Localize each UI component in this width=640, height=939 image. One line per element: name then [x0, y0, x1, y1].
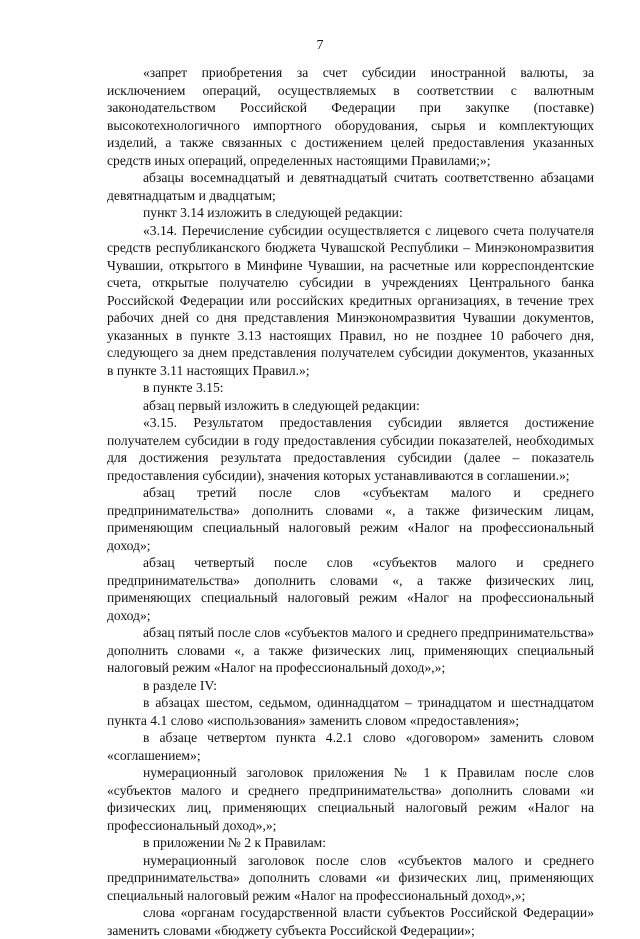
paragraph: слова «органам государственной власти субъектов Российской Федерации» заменить словами «бюджету субъекта Российской Федерации»; — [107, 905, 594, 938]
paragraph: абзац четвертый после слов «субъектов малого и среднего предпринимательства» дополнить словами «, а также физических лиц, применяющих специальный налоговый режим «Налог на профессиональный доход»; — [107, 555, 594, 623]
paragraph: абзац пятый после слов «субъектов малого и среднего предпринимательства» дополнить словами «, а также физических лиц, применяющих специальный налоговый режим «Налог на профессиональный доход»,»; — [107, 625, 594, 675]
paragraph: в приложении № 2 к Правилам: — [143, 835, 326, 850]
paragraph: «3.15. Результатом предоставления субсидии является достижение получателем субсидии в году предоставления субсидии показателей, необходимых для достижения результата предоставления субсидии (далее – показатель предоставления субсидии), значения которых устанавливаются в соглашении.»; — [107, 415, 594, 483]
paragraph: абзац первый изложить в следующей редакции: — [143, 397, 420, 413]
paragraph: нумерационный заголовок приложения № 1 к Правилам после слов «субъектов малого и среднего предпринимательства» дополнить словами «и физических лиц, применяющих специальный налоговый режим «Налог на профессиональный доход»,»; — [107, 765, 594, 833]
paragraph: абзац третий после слов «субъектам малого и среднего предпринимательства» дополнить словами «, а также физическим лицам, применяющим специальный налоговый режим «Налог на профессиональный доход»; — [107, 485, 594, 553]
paragraph: нумерационный заголовок после слов «субъектов малого и среднего предпринимательства» дополнить словами «и физических лиц, применяющих специальный налоговый режим «Налог на профессиональный доход»,»; — [107, 852, 594, 903]
paragraph: «3.14. Перечисление субсидии осуществляется с лицевого счета получателя средств республиканского бюджета Чувашской Республики – Минэкономразвития Чувашии, открытого в Минфине Чувашии, на расчетные или корреспондентские счета, открытые получателю субсидии в учреждениях Центрального банка Российской Федерации или российских кредитных организациях, в течение трех рабочих дней со дня представления Минэкономразвития Чувашии документов, указанных в пункте 3.13 настоящих Правил, но не позднее 10 рабочего дня, следующего за днем представления получателем субсидии документов, указанных в пункте 3.11 настоящих Правил.»; — [107, 222, 594, 378]
paragraph: в пункте 3.15: — [143, 380, 224, 395]
paragraph: абзацы восемнадцатый и девятнадцатый считать соответственно абзацами девятнадцатым и двадцатым; — [107, 170, 594, 203]
document-body — [107, 64, 594, 939]
page-number: 7 — [316, 38, 324, 53]
paragraph: в абзаце четвертом пункта 4.2.1 слово «договором» заменить словом «соглашением»; — [107, 730, 594, 763]
paragraph: «запрет приобретения за счет субсидии иностранной валюты, за исключением операций, осуществляемых в соответствии с валютным законодательством Российской Федерации при закупке (поставке) высокотехнологичного импортного оборудования, сырья и комплектующих изделий, а также связанных с достижением целей предоставления указанных средств иных операций, определенных настоящими Правилами;»; — [107, 65, 594, 168]
paragraph: пункт 3.14 изложить в следующей редакции: — [143, 205, 403, 220]
paragraph: в разделе IV: — [143, 677, 218, 693]
paragraph: в абзацах шестом, седьмом, одиннадцатом – тринадцатом и шестнадцатом пункта 4.1 слово «использования» заменить словом «предоставления»; — [107, 695, 594, 728]
